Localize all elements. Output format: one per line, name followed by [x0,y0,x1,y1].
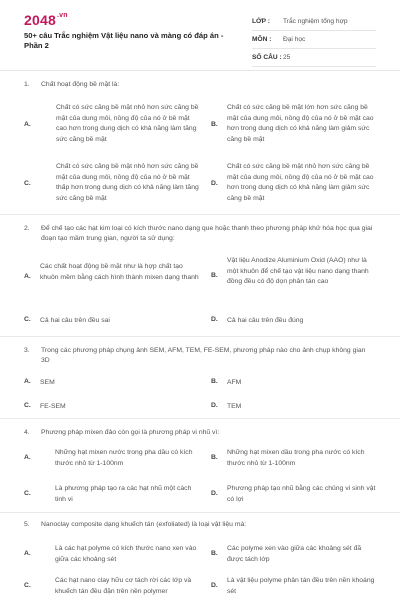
meta-subject [252,31,376,49]
option-letter: D. [211,582,218,589]
option-text: Cả hai câu trên đều đúng [227,317,304,324]
meta-count [252,49,376,67]
question-divider [0,512,400,513]
option-text: Chất có sức căng bề mặt nhỏ hơn sức căng bề mặt của dung môi, nồng độ của nó ở bề mặt thấp hơn trong dung dịch có khả năng làm tăng sức căng bề mặt [56,163,199,202]
option-text: Vật liệu Anodize Aluminium Oxid (AAO) như là một khuôn để chế tạo vật liệu nano dạng thanh đồng đều có độ dọn phân tán cao [227,257,369,286]
meta-panel [252,13,376,67]
option-letter: B. [211,121,218,128]
option-letter: C. [24,490,31,497]
meta-class-label: LỚP : [252,18,270,25]
question-number: 5. [24,521,30,528]
question-divider [0,418,400,419]
meta-class [252,13,376,31]
header-divider [0,70,400,71]
option-text: FE-SEM [40,403,66,410]
question-number: 3. [24,347,30,354]
option-letter: A. [24,378,31,385]
question-text: Nanoclay composite dạng khuếch tán (exfoliated) là loại vật liệu mà: [41,521,247,528]
option-text: Những hạt mixen dầu trong pha nước có kích thước nhỏ từ 1-100nm [227,449,365,467]
option-text: Những hạt mixen nước trong pha dầu có kích thước nhỏ từ 1-100nm [55,449,193,467]
option-text: Cả hai câu trên đều sai [40,317,110,324]
option-letter: A. [24,273,31,280]
option-text: Các hạt nano clay hữu cơ tách rời các lớp và khuếch tán đều đặn trên nền polymer [55,577,192,595]
option-letter: D. [211,490,218,497]
option-letter: B. [211,454,218,461]
question-number: 1. [24,81,30,88]
option-letter: C. [24,316,31,323]
page-title: 50+ câu Trắc nghiệm Vật liệu nano và màng có đáp án - Phần 2 [24,31,224,50]
option-text: Là các hạt polyme có kích thước nano xen vào giữa các khoảng sét [55,545,197,563]
option-letter: D. [211,402,218,409]
option-letter: A. [24,121,31,128]
question-divider [0,214,400,215]
option-letter: B. [211,550,218,557]
header [0,0,400,62]
meta-class-value: Trắc nghiệm tổng hợp [283,18,348,25]
question-text: Phương pháp mixen đảo còn gọi là phương pháp vi nhũ vì: [41,429,220,436]
question-divider [0,336,400,337]
option-text: AFM [227,379,242,386]
question-text: Chất hoạt động bề mặt là: [41,81,120,88]
logo-suffix: .vn [56,12,68,19]
option-text: Là phương pháp tạo ra các hạt nhũ một cách tinh vi [55,485,192,503]
option-letter: C. [24,180,31,187]
option-letter: B. [211,378,218,385]
option-text: Là vật liệu polyme phân tán đều trên nền khoáng sét [227,577,375,595]
option-text: Các chất hoạt động bề mặt như là hợp chất tạo khuôn mềm bằng cách hình thành mixen dạng thanh [40,263,199,281]
option-text: Phương pháp tạo nhũ bằng các chủng vi sinh vật có lợi [227,485,376,503]
option-letter: B. [211,272,218,279]
question-number: 4. [24,429,30,436]
option-text: Các polyme xen vào giữa các khoảng sét đã được tách lớp [227,545,362,563]
meta-count-value: 25 [283,54,291,61]
option-text: SEM [40,379,55,386]
meta-count-label: SỐ CÂU : [252,54,282,61]
site-logo[interactable] [24,12,68,28]
option-text: TEM [227,403,242,410]
logo-main: 2048 [24,12,56,28]
question-text: Để chế tạo các hạt kim loại có kích thước nano dạng que hoặc thanh theo phương pháp khử hóa học qua giai đoạn tạo mầm trung gian, người ta sử dụng: [41,225,373,242]
option-letter: C. [24,402,31,409]
question-text: Trong các phương pháp chụng ảnh SEM, AFM, TEM, FE-SEM, phương pháp nào cho ảnh chụp không gian 3D [41,347,366,364]
option-text: Chất có sức căng bề mặt nhỏ hơn sức căng bề mặt của dung môi, nồng độ của nó ở bề mặt cao hơn trong dung dịch có khả năng làm giảm sức căng bề mặt [227,163,374,202]
option-letter: A. [24,454,31,461]
option-letter: C. [24,582,31,589]
option-text: Chất có sức căng bề mặt lớn hơn sức căng bề mặt của dung môi, nồng độ của nó ở bề mặt cao hơn trong dung dịch có khả năng làm giảm sức căng bề mặt [227,104,374,143]
meta-subject-value: Đại học [283,36,306,43]
option-text: Chất có sức căng bề mặt nhỏ hơn sức căng bề mặt của dung môi, nồng độ của nó ở bề mặt cao hơn trong dung dịch có khả năng làm tăng sức căng bề mặt [56,104,199,143]
option-letter: D. [211,180,218,187]
option-letter: D. [211,316,218,323]
option-letter: A. [24,550,31,557]
meta-subject-label: MÔN : [252,36,272,43]
question-number: 2. [24,225,30,232]
